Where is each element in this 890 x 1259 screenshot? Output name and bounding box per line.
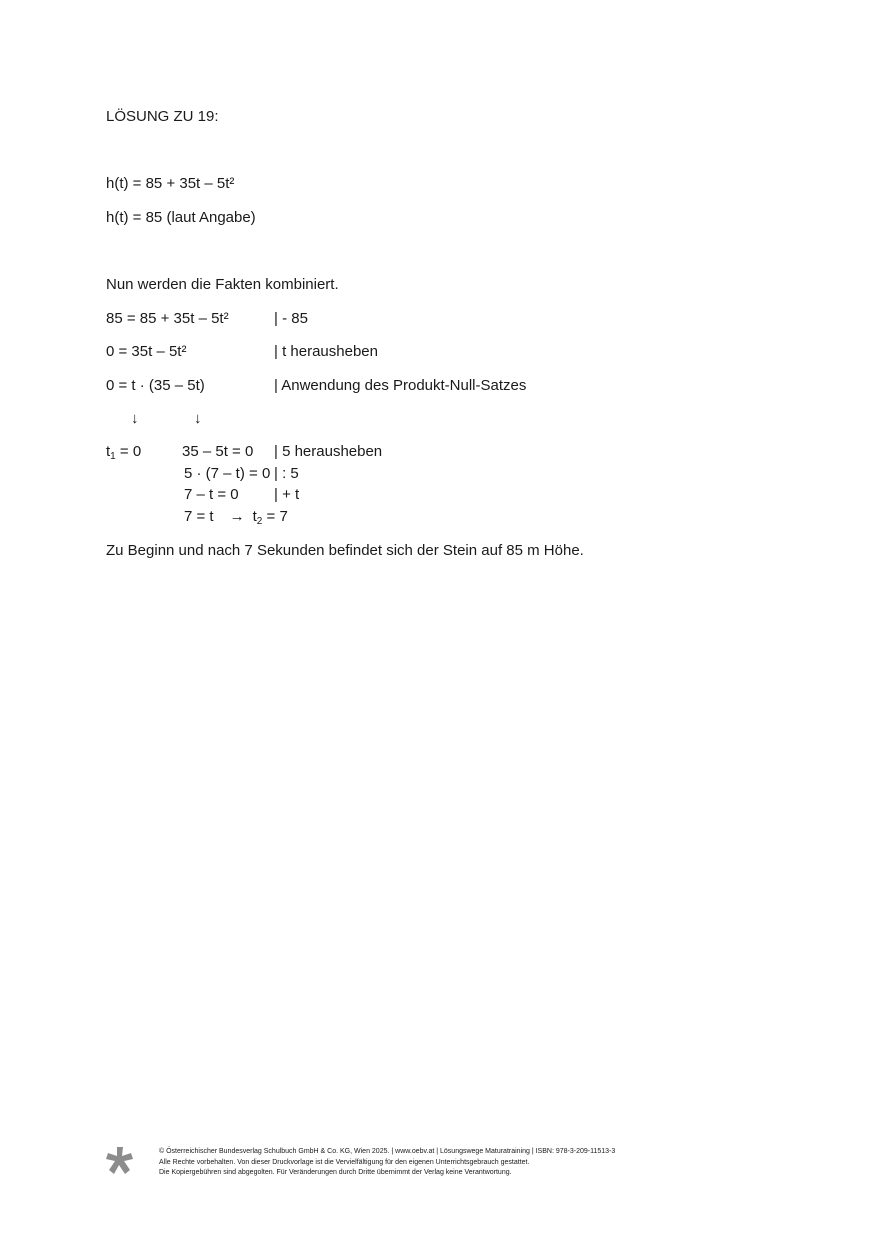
footer-disclaimer: Die Kopiergebühren sind abgegolten. Für Veränderungen durch Dritte übernimmt der Verlag keine Verantwortung.	[159, 1169, 512, 1176]
final-equation: $7 = t \to t_2 = 7$	[184, 508, 288, 527]
footer-copyright: © Österreichischer Bundesverlag Schulbuch GmbH & Co. KG, Wien 2025. | www.oebv.at | Lösungswege Maturatraining | ISBN: 978-3-209-11513-3	[159, 1148, 616, 1155]
right-arrow-icon: →	[229, 508, 245, 525]
intro-text: Nun werden die Fakten kombiniert.	[106, 276, 339, 293]
solution-heading: LÖSUNG ZU 19:	[106, 108, 219, 125]
step-1-note: | - 85	[274, 310, 308, 327]
step-2-equation: 0 = 35t – 5t²	[106, 343, 187, 360]
t2-result: $t_2 = 7$	[252, 508, 288, 527]
footer-rights: Alle Rechte vorbehalten. Von dieser Druckvorlage ist die Vervielfältigung für den eigenen Unterrichtsgebrauch gestattet.	[159, 1159, 530, 1166]
step-3-note: | Anwendung des Produkt-Null-Satzes	[274, 377, 527, 394]
down-arrow-left: ↓	[131, 410, 139, 427]
down-arrow-right: ↓	[194, 410, 202, 427]
branch-step-3-note: | + t	[274, 486, 300, 503]
branch-step-1-note: | 5 herausheben	[274, 443, 383, 460]
function-equation: h(t) = 85 + 35t – 5t²	[106, 175, 235, 192]
t1-result: $t_1 = 0$	[106, 443, 142, 462]
publisher-logo-icon	[104, 1144, 136, 1176]
branch-step-1-equation: 35 – 5t = 0	[182, 443, 254, 460]
branch-step-2-equation: 5 · (7 – t) = 0	[184, 465, 271, 482]
step-2-note: | t herausheben	[274, 343, 378, 360]
branch-step-3-equation: 7 – t = 0	[184, 486, 239, 503]
step-3-equation: 0 = t · (35 – 5t)	[106, 377, 205, 394]
conclusion-text: Zu Beginn und nach 7 Sekunden befindet sich der Stein auf 85 m Höhe.	[106, 542, 584, 559]
given-height: h(t) = 85 (laut Angabe)	[106, 209, 256, 226]
step-1-equation: 85 = 85 + 35t – 5t²	[106, 310, 229, 327]
branch-step-2-note: | : 5	[274, 465, 299, 482]
